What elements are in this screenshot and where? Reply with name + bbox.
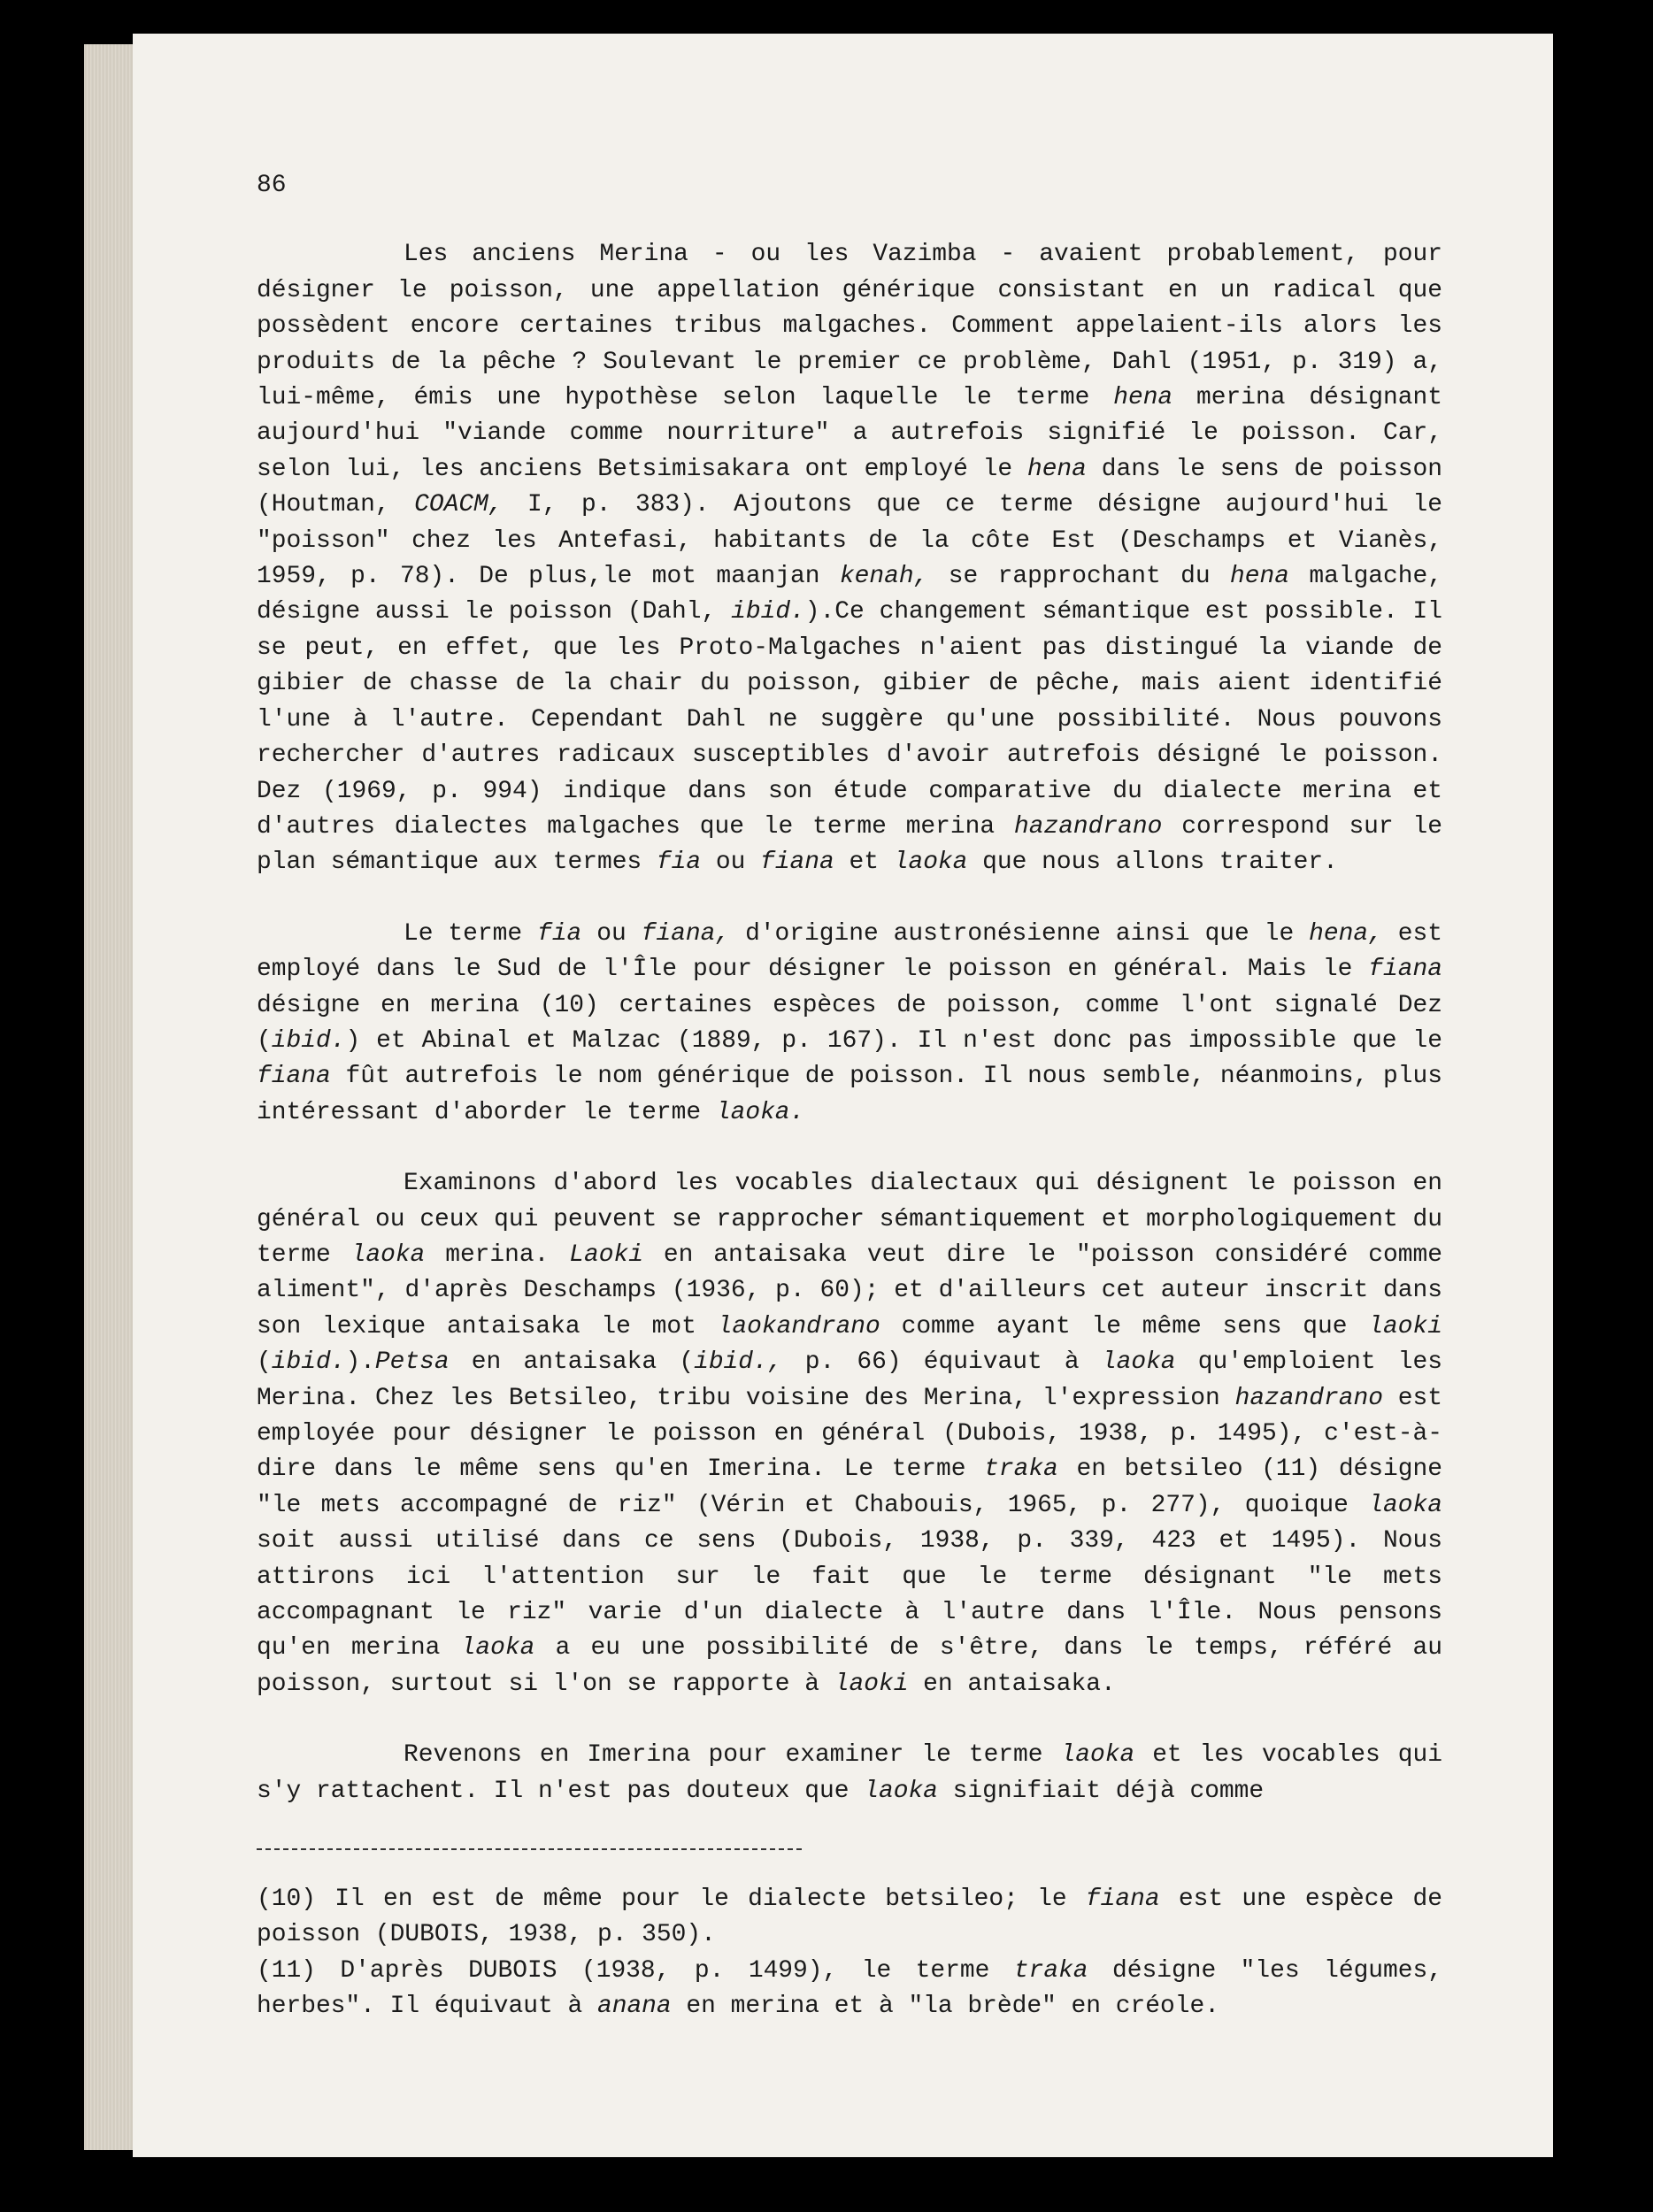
- paragraphs-2-italic-term: hazandrano: [1234, 1384, 1383, 1412]
- paragraphs-2-italic-term: laoki: [1368, 1312, 1442, 1340]
- paragraphs-0-text-run: que nous allons traiter.: [967, 849, 1338, 877]
- paragraphs-0-text-run: correspond sur le plan sémantique aux termes: [257, 812, 1442, 877]
- paragraphs-2-text-run: ).: [345, 1348, 375, 1377]
- paragraphs-1-italic-term: ibid.: [271, 1026, 346, 1055]
- paragraphs-0-text-run: merina désignant aujourd'hui "viande comme nourriture" a autrefois signifié le poisson. Car, selon lui, les anciens Betsimisakara ont employé le: [257, 384, 1442, 483]
- paragraph-1: [257, 237, 1442, 880]
- paragraphs-2-text-run: a eu une possibilité de s'être, dans le temps, référé au poisson, surtout si l'on se rapporte à: [257, 1634, 1442, 1698]
- paragraphs-0-text-run: ou: [701, 849, 761, 877]
- paragraphs-2-text-run: en antaisaka.: [908, 1670, 1116, 1698]
- paragraphs-0-italic-term: hazandrano: [1013, 812, 1163, 841]
- paragraphs-1-text-run: ou: [581, 919, 642, 948]
- paragraphs-3-text-run: et les vocables qui s'y rattachent. Il n'est pas douteux que: [257, 1741, 1442, 1805]
- page-number: 86: [257, 172, 287, 199]
- paragraphs-2-text-run: est employée pour désigner le poisson en général (Dubois, 1938, p. 1495), c'est-à-dire dans le même sens qu'en Imerina. Le terme: [257, 1384, 1443, 1484]
- paragraphs-0-italic-term: kenah,: [839, 563, 929, 591]
- paragraphs-2-text-run: en antaisaka veut dire le "poisson considéré comme aliment", d'après Deschamps (1936, p. 60); et d'ailleurs cet auteur inscrit dans son lexique antaisaka le mot: [257, 1240, 1442, 1340]
- paragraphs-1-italic-term: fiana: [1368, 956, 1442, 984]
- paragraphs-1-italic-term: laoka.: [715, 1098, 805, 1126]
- paragraphs-2-italic-term: laoka: [460, 1634, 535, 1663]
- paragraphs-2-italic-term: laoka: [1101, 1348, 1176, 1377]
- footnotes-1-italic-term: traka: [1013, 1956, 1088, 1985]
- paragraphs-0-text-run: malgache, désigne aussi le poisson (Dahl,: [257, 563, 1442, 626]
- paragraphs-2-italic-term: Laoki: [569, 1240, 643, 1269]
- paragraphs-0-italic-term: laoka: [893, 849, 968, 877]
- paragraphs-2-text-run: Examinons d'abord les vocables dialectaux qui désignent le poisson en général ou ceux qui peuvent se rapprocher sémantiquement et morphologiquement du terme: [257, 1170, 1442, 1269]
- paragraphs-2-italic-term: laoka: [1368, 1491, 1442, 1519]
- paragraphs-2-italic-term: ibid.: [271, 1348, 346, 1377]
- paragraphs-0-italic-term: hena: [1230, 563, 1289, 591]
- footnote-11: [257, 1954, 1442, 2025]
- paragraphs-0-italic-term: COACM,: [414, 491, 504, 519]
- paragraphs-1-text-run: Le terme: [404, 919, 538, 948]
- paragraphs-0-text-run: I, p. 383). Ajoutons que ce terme désigne aujourd'hui le "poisson" chez les Antefasi, habitants de la côte Est (Deschamps et Vianès, 1959, p. 78). De plus,le mot maanjan: [257, 491, 1443, 591]
- footnotes-1-text-run: désigne "les légumes, herbes". Il équivaut à: [257, 1956, 1442, 2021]
- paragraphs-2-italic-term: laoka: [350, 1240, 426, 1269]
- paragraphs-2-text-run: en betsileo (11) désigne "le mets accompagné de riz" (Vérin et Chabouis, 1965, p. 277), quoique: [257, 1455, 1442, 1519]
- paragraphs-2-text-run: merina.: [425, 1240, 570, 1269]
- footnotes-0-text-run: est une espèce de poisson (DUBOIS, 1938, p. 350).: [257, 1886, 1442, 1949]
- paragraphs-0-text-run: Les anciens Merina - ou les Vazimba - avaient probablement, pour désigner le poisson, une appellation générique consistant en un radical que possèdent encore certaines tribus malgaches. Comment appelaient-ils alors les produits de la pêche ? Soulevant le premier ce problème, Dahl (1951, p. 319) a, lui-même, émis une hypothèse selon laquelle le terme: [257, 241, 1442, 412]
- paragraphs-0-italic-term: hena: [1113, 384, 1173, 412]
- paragraphs-2-italic-term: traka: [984, 1455, 1058, 1484]
- paragraphs-1-text-run: ) et Abinal et Malzac (1889, p. 167). Il n'est donc pas impossible que le: [345, 1026, 1442, 1055]
- paragraphs-0-italic-term: hena: [1026, 455, 1087, 483]
- paragraphs-0-italic-term: ibid.: [731, 598, 805, 626]
- body-paragraphs: [257, 237, 1442, 1809]
- paragraphs-2-text-run: p. 66) équivaut à: [782, 1348, 1102, 1377]
- paragraphs-2-text-run: comme ayant le même sens que: [880, 1312, 1369, 1340]
- paragraphs-1-text-run: d'origine austronésienne ainsi que le: [730, 919, 1310, 948]
- footnotes-1-italic-term: anana: [596, 1993, 672, 2021]
- footnote-10: [257, 1882, 1442, 1954]
- paragraphs-2-text-run: qu'emploient les Merina. Chez les Betsileo, tribu voisine des Merina, l'expression: [257, 1348, 1443, 1412]
- paragraph-3: [257, 1166, 1442, 1702]
- paragraphs-1-text-run: est employé dans le Sud de l'Île pour désigner le poisson en général. Mais le: [257, 919, 1443, 984]
- footnotes-1-text-run: en merina et à "la brède" en créole.: [671, 1993, 1219, 2021]
- paragraphs-3-italic-term: laoka: [1060, 1741, 1135, 1770]
- paragraphs-2-italic-term: laokandrano: [717, 1312, 880, 1340]
- paragraphs-1-text-run: désigne en merina (10) certaines espèces de poisson, comme l'ont signalé Dez (: [257, 991, 1442, 1055]
- paragraphs-2-italic-term: ibid.,: [694, 1348, 783, 1377]
- paragraphs-3-text-run: Revenons en Imerina pour examiner le terme: [404, 1741, 1061, 1770]
- paragraphs-0-text-run: ).Ce changement sémantique est possible. Il se peut, en effet, que les Proto-Malgaches n'aient pas distingué la viande de gibier de chasse de la chair du poisson, gibier de pêche, mais aient identifié l'une à l'autre. Cependant Dahl ne suggère qu'une possibilité. Nous pouvons rechercher d'autres radicaux susceptibles d'avoir autrefois désigné le poisson. Dez (1969, p. 994) indique dans son étude comparative du dialecte merina et d'autres dialectes malgaches que le terme merina: [257, 598, 1443, 841]
- paragraph-2: [257, 917, 1442, 1131]
- paragraphs-2-text-run: en antaisaka (: [449, 1348, 695, 1377]
- footnotes-0-text-run: (10) Il en est de même pour le dialecte betsileo; le: [257, 1886, 1086, 1914]
- paragraphs-0-italic-term: fiana: [760, 849, 834, 877]
- paragraphs-0-text-run: dans le sens de poisson (Houtman,: [257, 455, 1442, 519]
- footnotes: [257, 1882, 1442, 2025]
- paragraphs-2-text-run: (: [257, 1348, 272, 1377]
- paragraphs-1-italic-term: fiana: [257, 1063, 331, 1091]
- paragraphs-2-italic-term: Petsa: [374, 1348, 450, 1377]
- paragraphs-3-italic-term: laoka: [864, 1777, 938, 1805]
- paragraph-4: [257, 1738, 1442, 1809]
- footnotes-0-italic-term: fiana: [1085, 1886, 1160, 1914]
- paragraphs-2-italic-term: laoki: [834, 1670, 909, 1698]
- footnotes-1-text-run: (11) D'après DUBOIS (1938, p. 1499), le terme: [257, 1956, 1014, 1985]
- paragraphs-0-italic-term: fia: [656, 849, 702, 877]
- page-text: [257, 168, 1442, 2025]
- paragraphs-1-italic-term: fia: [537, 919, 582, 948]
- paragraphs-0-text-run: se rapprochant du: [928, 563, 1230, 591]
- paragraphs-0-text-run: et: [834, 849, 894, 877]
- paragraphs-1-italic-term: fiana,: [641, 919, 731, 948]
- footnote-separator: [257, 1848, 802, 1850]
- paragraphs-1-text-run: fût autrefois le nom générique de poisson. Il nous semble, néanmoins, plus intéressant d'aborder le terme: [257, 1063, 1442, 1126]
- paragraphs-1-italic-term: hena,: [1309, 919, 1383, 948]
- paragraphs-2-text-run: soit aussi utilisé dans ce sens (Dubois, 1938, p. 339, 423 et 1495). Nous attirons ici l'attention sur le fait que le terme désignant "le mets accompagnant le riz" varie d'un dialecte à l'autre dans l'Île. Nous pensons qu'en merina: [257, 1527, 1442, 1663]
- paragraphs-3-text-run: signifiait déjà comme: [937, 1777, 1265, 1805]
